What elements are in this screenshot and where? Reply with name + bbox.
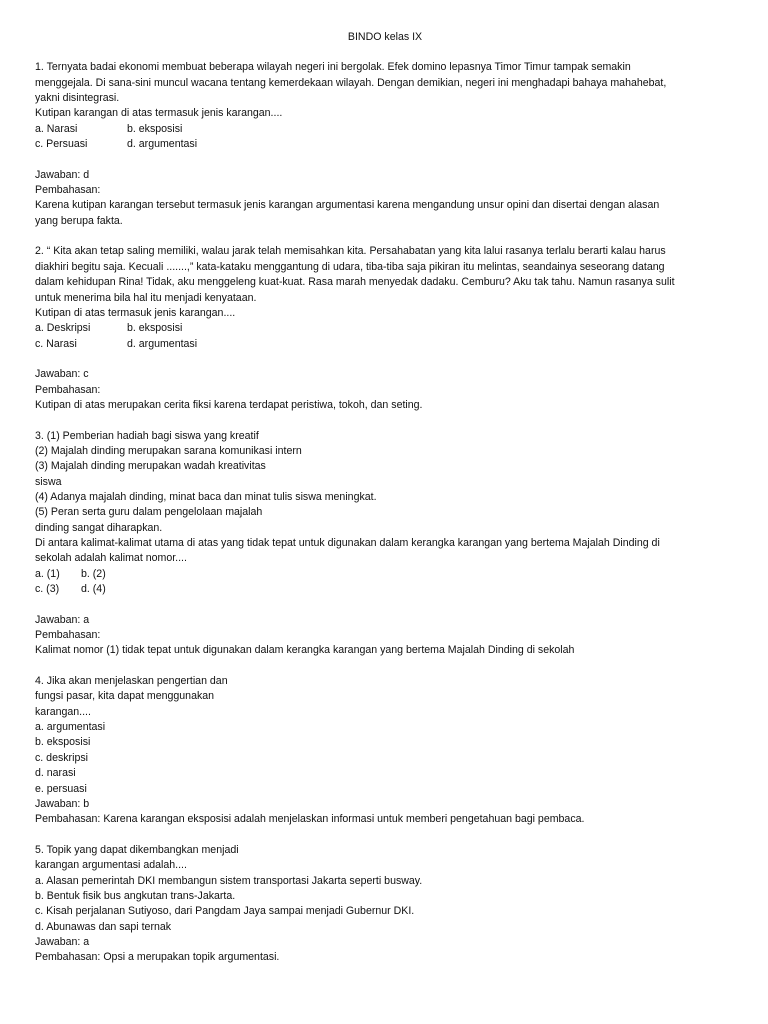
option-a: a. Deskripsi xyxy=(35,322,91,335)
question-text-line: (3) Majalah dinding merupakan wadah kreativitas xyxy=(35,460,266,473)
option-e: e. persuasi xyxy=(35,782,87,795)
option-c: c. Persuasi xyxy=(35,138,88,151)
question-text-line: diakhiri begitu saja. Kecuali .......,” kata-kataku menggantung di udara, tiba-tiba saja pikiran itu melintas, seandainya seseorang datang xyxy=(35,260,665,273)
discussion-text: yang berupa fakta. xyxy=(35,214,123,227)
question-text-line: dalam kehidupan Rina! Tidak, aku menggeleng kuat-kuat. Rasa marah menyedak dadaku. Cemburu? Aku tak tahu. Namun rasanya sulit xyxy=(35,276,675,289)
option-d: d. (4) xyxy=(81,583,106,596)
discussion-label: Pembahasan: xyxy=(35,383,101,396)
discussion-label: Pembahasan: xyxy=(35,184,101,197)
options-row xyxy=(35,137,735,152)
question-text-line: 3. (1) Pemberian hadiah bagi siswa yang kreatif xyxy=(35,429,259,442)
option-b: b. eksposisi xyxy=(127,122,183,135)
question-text-line: 5. Topik yang dapat dikembangkan menjadi xyxy=(35,843,239,856)
option-b: b. eksposisi xyxy=(35,736,91,749)
answer: Jawaban: c xyxy=(35,368,89,381)
option-c: c. deskripsi xyxy=(35,751,88,764)
question-2 xyxy=(35,244,735,413)
question-1 xyxy=(35,60,735,229)
question-4 xyxy=(35,674,735,827)
discussion-text: Pembahasan: Karena karangan eksposisi adalah menjelaskan informasi untuk memberi pengetahuan bagi pembaca. xyxy=(35,813,585,826)
option-d: d. Abunawas dan sapi ternak xyxy=(35,920,172,933)
option-c: c. Kisah perjalanan Sutiyoso, dari Pangdam Jaya sampai menjadi Gubernur DKI. xyxy=(35,905,415,918)
question-text-line: (5) Peran serta guru dalam pengelolaan majalah xyxy=(35,506,263,519)
question-3 xyxy=(35,429,735,659)
answer: Jawaban: b xyxy=(35,797,90,810)
question-text-line: siswa xyxy=(35,475,62,488)
options-row xyxy=(35,337,735,352)
options-row xyxy=(35,567,735,582)
options-row xyxy=(35,122,735,137)
question-text-line: untuk menerima bila hal itu menjadi kenyataan. xyxy=(35,291,257,304)
question-prompt: karangan.... xyxy=(35,705,91,718)
discussion-text: Kalimat nomor (1) tidak tepat untuk digunakan dalam kerangka karangan yang bertema Majalah Dinding di sekolah xyxy=(35,644,575,657)
question-text-line: 4. Jika akan menjelaskan pengertian dan xyxy=(35,675,228,688)
question-prompt: karangan argumentasi adalah.... xyxy=(35,859,187,872)
question-prompt: sekolah adalah kalimat nomor.... xyxy=(35,552,187,565)
option-a: a. (1) xyxy=(35,567,60,580)
discussion-text: Pembahasan: Opsi a merupakan topik argumentasi. xyxy=(35,951,280,964)
question-text-line: yakni disintegrasi. xyxy=(35,92,120,105)
options-row xyxy=(35,321,735,336)
question-prompt: Kutipan karangan di atas termasuk jenis karangan.... xyxy=(35,107,283,120)
question-text-line: dinding sangat diharapkan. xyxy=(35,521,163,534)
option-a: a. argumentasi xyxy=(35,721,106,734)
question-text-line: 1. Ternyata badai ekonomi membuat beberapa wilayah negeri ini bergolak. Efek domino lepasnya Timor Timur tampak semakin xyxy=(35,61,631,74)
question-text-line: 2. “ Kita akan tetap saling memiliki, walau jarak telah memisahkan kita. Persahabatan yang kita lalui rasanya terlalu berarti kalau harus xyxy=(35,245,666,258)
question-5 xyxy=(35,843,735,966)
document-title: BINDO kelas IX xyxy=(347,31,423,43)
option-a: a. Narasi xyxy=(35,122,78,135)
option-c: c. Narasi xyxy=(35,337,77,350)
option-b: b. Bentuk fisik bus angkutan trans-Jakarta. xyxy=(35,889,236,902)
discussion-text: Kutipan di atas merupakan cerita fiksi karena terdapat peristiwa, tokoh, dan seting. xyxy=(35,398,423,411)
options-row xyxy=(35,582,735,597)
discussion-text: Karena kutipan karangan tersebut termasuk jenis karangan argumentasi karena mengandung unsur opini dan disertai dengan alasan xyxy=(35,199,660,212)
question-prompt: Kutipan di atas termasuk jenis karangan.... xyxy=(35,306,236,319)
question-text-line: (2) Majalah dinding merupakan sarana komunikasi intern xyxy=(35,444,302,457)
option-c: c. (3) xyxy=(35,583,60,596)
option-d: d. argumentasi xyxy=(127,337,198,350)
answer: Jawaban: a xyxy=(35,935,90,948)
option-d: d. argumentasi xyxy=(127,138,198,151)
discussion-label: Pembahasan: xyxy=(35,629,101,642)
question-prompt: Di antara kalimat-kalimat utama di atas yang tidak tepat untuk digunakan dalam kerangka karangan yang bertema Majalah Dinding di xyxy=(35,537,660,549)
question-text-line: menggejala. Di sana-sini muncul wacana tentang kemerdekaan wilayah. Dengan demikian, negeri ini menghadapi bahaya mahahebat, xyxy=(35,76,667,89)
option-a: a. Alasan pemerintah DKI membangun sistem transportasi Jakarta seperti busway. xyxy=(35,874,423,887)
option-b: b. (2) xyxy=(81,567,106,580)
question-text-line: (4) Adanya majalah dinding, minat baca dan minat tulis siswa meningkat. xyxy=(35,490,377,503)
answer: Jawaban: d xyxy=(35,168,90,181)
option-b: b. eksposisi xyxy=(127,322,183,335)
answer: Jawaban: a xyxy=(35,613,90,626)
option-d: d. narasi xyxy=(35,767,76,780)
question-text-line: fungsi pasar, kita dapat menggunakan xyxy=(35,690,215,703)
document-page xyxy=(35,30,735,966)
